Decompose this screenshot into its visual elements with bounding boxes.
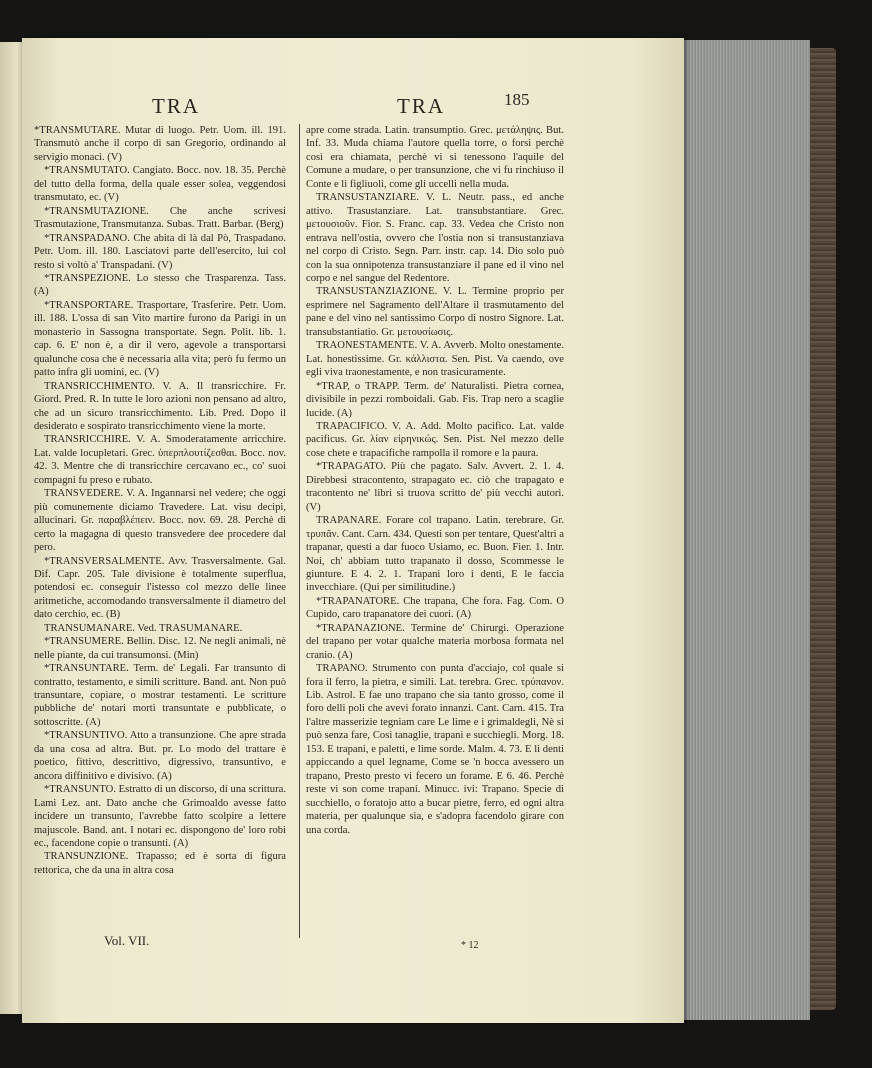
entry: TRANSRICCHIMENTO. V. A. Il transricchire. Fr. Giord. Pred. R. In tutte le loro azioni non pensano ad altro, che ad un sicuro transricchimento. Lib. Pred. Dopo il desiderato e sospirato transricchimento viene la morte. (34, 380, 286, 432)
entry: *TRANSUNTIVO. Atto a transunzione. Che apre strada da una cosa ad altra. But. pr. Lo modo del trattare è poetico, fittivo, descrittivo, digressivo, transuntivo, e ancora diffinitivo e divisivo. (A) (34, 730, 286, 782)
entry: *TRANSUNTARE. Term. de' Legali. Far transunto di contratto, testamento, e simili scritture. Band. ant. Non può transuntare, copiare, o mostrar testamenti. Le scritture pubbliche de' notari mortì transuntate e pubblicate, o sottoscritte. (A) (34, 663, 286, 728)
entry: *TRAPAGATO. Più che pagato. Salv. Avvert. 2. 1. 4. Direbbesi stracontento, strapagato ec. ciò che trapagato e tracontento ne' libri si truova scritto de' più vecchi autori. (V) (306, 461, 564, 513)
entry: TRANSUSTANZIARE. V. L. Neutr. pass., ed anche attivo. Trasustanziare. Lat. transubstantiare. Grec. μετουσιοῦν. Fior. S. Franc. cap. 33. Vedea che Cristo non entrava nell'ostia, ovvero che l'ostia non si transustanziava nel corpo di Cristo. Segn. Parr. instr. cap. 14. Dio solo può con la sua onnipotenza transustanziare il pane ed il vino nel corpo e nel sangue del Redentore. (306, 192, 564, 284)
entry: *TRANSPADANO. Che abita di là dal Pò, Traspadano. Petr. Uom. ill. 180. Lasciatovi parte dell'esercito, lui col resto si voltò a' Transpadani. (V) (34, 232, 286, 271)
entry: TRANSVEDERE. V. A. Ingannarsi nel vedere; che oggi più comunemente diciamo Travedere. Lat. visu decipi, allucinari. Gr. παραβλέπειν. Bocc. nov. 69. 28. Perchè di certo la magagna di questo transvedere dee procedere dal pero. (34, 488, 286, 554)
running-head-left: TRA (152, 94, 200, 118)
entry: *TRAPANAZIONE. Termine de' Chirurgi. Operazione del trapano per votar qualche materia morbosa formata nel cranio. (A) (306, 622, 564, 661)
entry: TRAONESTAMENTE. V. A. Avverb. Molto onestamente. Lat. honestissime. Gr. κάλλιστα. Sen. Pist. Va caendo, ove egli viva traonestamente, e non trasicuramente. (306, 340, 564, 379)
entry: *TRANSVERSALMENTE. Avv. Trasversalmente. Gal. Dif. Capr. 205. Tale divisione è totalmente superflua, potendosi ec. conseguir l'istesso col mezzo delle linee aritmetiche, accomodando transversalmente il diametro del dato cerchio, ec. (B) (34, 555, 286, 621)
signature-mark: * 12 (461, 940, 479, 951)
entry: TRAPANO. Strumento con punta d'acciajo, col quale si fora il ferro, la pietra, e simili. Lat. terebra. Grec. τρύπανον. Lib. Astrol. E fae uno trapano che sia tanto grosso, come il foro delli poli che avevi forato innanzi. Cant. Carn. 415. Tra l'altre masserizie tegniam care Le lime e i grimaldegli, Nè si può senza fare, Così tanaglie, trapani e succhiegli. Morg. 18. 153. E trapani, e paletti, e lime sorde. Malm. 4. 73. E li denti appiccando a quel legname, Come se 'n bocca avessero un trapano, Presto presto vi fecero un forame. E 6. 46. Perchè reste vi son come trapani. Minucc. ivi: Trapano. Specie di succhiello, o foratojo atto a bucar pietre, ferro, ed ogni altra materia, per qualunque sia, e s'adopra facendolo girare con una corda. (306, 663, 564, 836)
entry: TRAPANARE. Forare col trapano. Latin. terebrare. Gr. τρυπᾶν. Cant. Carn. 434. Questi son per tentare, Quest'altri a trapanar, questi a dar fuoco Usiamo, ec. Buon. Fier. 1. Intr. Noi, ch' abbiam tutto trapanato il dosso, Scommesse le giunture. E 4. 2. 1. Trapani loro i denti, E le faccia invecchiare. (Qui per similitudine.) (306, 515, 564, 594)
entry: TRANSRICCHIRE. V. A. Smoderatamente arricchire. Lat. valde locupletari. Grec. ὑπερπλουτίζεσθαι. Bocc. nov. 42. 3. Mentre che di transricchire cercavano ec., co' suoi compagni fu preso e rubato. (34, 434, 286, 486)
entry: TRANSUSTANZIAZIONE. V. L. Termine proprio per esprimere nel Sagramento dell'Altare il trasmutamento del pane e del vino nel santissimo Corpo di nostro Signore. Lat. transubstantiatio. Gr. μετουσίωσις. (306, 286, 564, 338)
entry: *TRANSPORTARE. Trasportare, Trasferire. Petr. Uom. ill. 188. L'ossa di san Vito martire furono da Parigi in un monasterio in Sassogna transportate. Segn. Polit. lib. 1. cap. 6. E' non è, a dir il vero, agevole a transportarsi qualunche cosa che è necessaria alla vita; però fu fermo un patto infra gli uomini, ec. (V) (34, 299, 286, 379)
entry: TRANSUMANARE. Ved. TRASUMANARE. (44, 622, 243, 634)
page-block-edges (676, 40, 810, 1020)
column-rule (299, 124, 300, 938)
entry: apre come strada. Latin. transumptio. Grec. μετάληψις. But. Inf. 33. Muda chiama l'autore quella torre, o forsi perchè così era chiamata, perchè vi si tenessono l'aquile del Comune a mudare, o per transunzione, che vi fu rinchiuso il Conte e li figliuoli, come gli uccelli nella muda. (306, 125, 564, 190)
right-column (306, 124, 564, 936)
entry: *TRAPANATORE. Che trapana, Che fora. Fag. Com. O Cupido, caro trapanatore dei cuori. (A) (306, 595, 564, 621)
running-head-right: TRA (397, 94, 445, 118)
entry: *TRANSMUTATO. Cangiato. Bocc. nov. 18. 35. Perchè del tutto della forma, della quale esser solea, veggendosi transmutato, ec. (V) (34, 165, 286, 204)
page-number: 185 (504, 90, 530, 109)
left-column (34, 124, 286, 944)
entry: *TRANSMUTAZIONE. Che anche scrivesi Trasmutazione, Transmutanza. Subas. Tratt. Barbar. (Berg) (34, 205, 286, 231)
entry: TRAPACIFICO. V. A. Add. Molto pacifico. Lat. valde pacificus. Gr. λίαν εἰρηνικώς. Sen. Pist. Nel mezzo delle cose chete e trapacifiche rampolla il romore e la paura. (306, 420, 564, 459)
entry: *TRANSUMERE. Bellin. Disc. 12. Ne negli animali, nè nelle piante, da cui transumonsi. (Min) (34, 636, 286, 661)
entry: TRANSUNZIONE. Trapasso; ed è sorta di figura rettorica, che da una in altra cosa (34, 851, 286, 876)
entry: *TRAP, o TRAPP. Term. de' Naturalisti. Pietra cornea, divisibile in pezzi romboidali. Gab. Fis. Trap nero a scaglie lucide. (A) (306, 380, 564, 419)
entry: *TRANSPEZIONE. Lo stesso che Trasparenza. Tass. (A) (34, 272, 286, 298)
entry: *TRANSMUTARE. Mutar di luogo. Petr. Uom. ill. 191. Transmutò anche il corpo di san Gregorio, ordinando al servigio monaci. (V) (34, 125, 286, 163)
entry: *TRANSUNTO. Estratto di un discorso, di una scrittura. Lami Lez. ant. Dato anche che Grimoaldo avesse fatto incidere un transunto, l'avrebbe fatto scolpire a lettere majuscole. Band. ant. I notari ec. dispongono de' loro robi ec., facendone copie o transunti. (A) (34, 784, 286, 850)
volume-label: Vol. VII. (104, 933, 150, 948)
